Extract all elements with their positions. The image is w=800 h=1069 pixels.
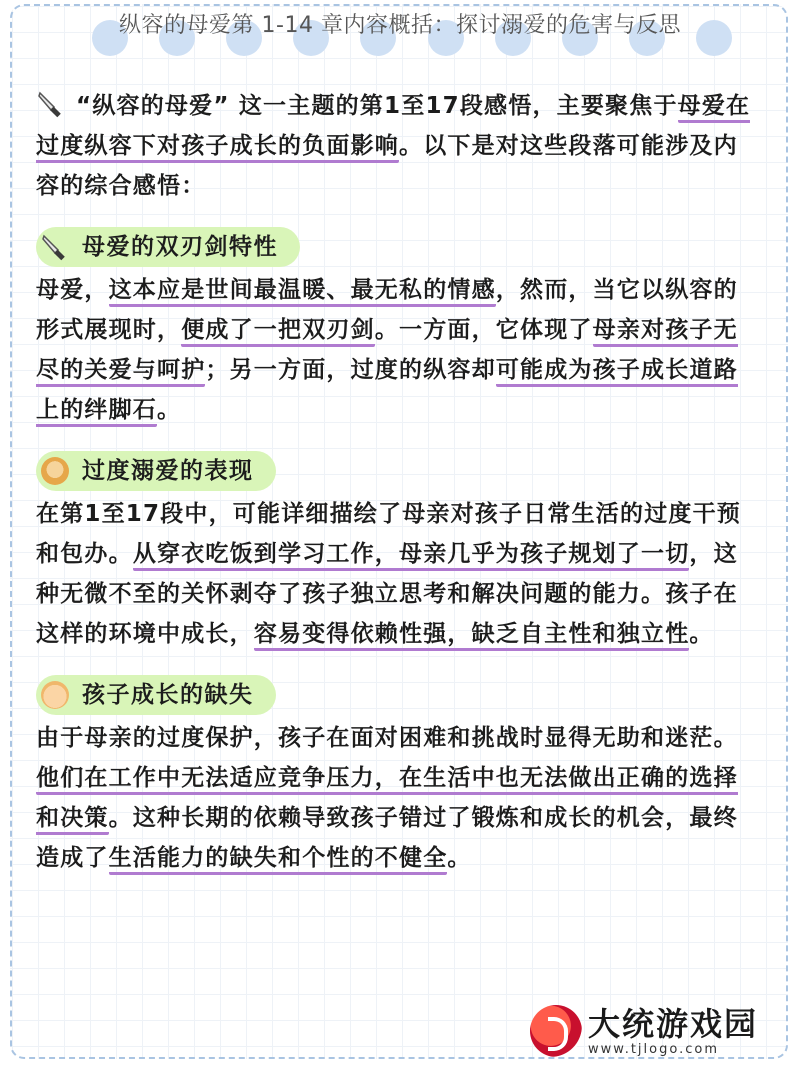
section-heading bbox=[36, 227, 300, 267]
underlined-phrase: 母亲对孩子无尽的关爱与呵护 bbox=[36, 317, 738, 387]
mother-icon bbox=[40, 456, 70, 486]
section-body bbox=[36, 494, 752, 654]
text-phrase: 。 bbox=[157, 397, 182, 423]
text-phrase: 。一方面，它体现了 bbox=[374, 317, 593, 343]
underlined-phrase: 容易变得依赖性强，缺乏自主性和独立性 bbox=[254, 621, 690, 651]
watermark-logo bbox=[530, 1001, 780, 1061]
page-title: 纵容的母爱第 1-14 章内容概括：探讨溺爱的危害与反思 bbox=[119, 13, 681, 38]
section-heading-text: 母爱的双刃剑特性 bbox=[82, 234, 278, 260]
knife-icon bbox=[36, 89, 66, 119]
underlined-phrase: 这本应是世间最温暖、最无私的情感 bbox=[109, 277, 496, 307]
text-phrase: 母爱， bbox=[36, 277, 109, 303]
section-heading bbox=[36, 675, 276, 715]
knife-icon bbox=[40, 232, 70, 262]
section-body bbox=[36, 718, 752, 878]
baby-icon bbox=[40, 680, 70, 710]
logo-icon bbox=[530, 1005, 582, 1057]
section-body bbox=[36, 270, 752, 430]
section-heading-row bbox=[36, 448, 752, 494]
section-heading bbox=[36, 451, 276, 491]
intro-paragraph bbox=[36, 86, 752, 206]
text-phrase: 在第1至17段中，可能详细描绘了母亲对孩子日常生活的过度干预和包办。 bbox=[36, 501, 742, 567]
text-phrase: 。这种长期的依赖导致孩子错过了锻炼和成长的机会，最终造成了 bbox=[36, 805, 738, 871]
section-overindulgence bbox=[36, 448, 752, 654]
text-phrase: 。以下是对这些段落可能涉及内容的综合感悟： bbox=[36, 133, 738, 199]
underlined-phrase: 他们在工作中无法适应竞争压力，在生活中也无法做出正确的选择和决策 bbox=[36, 765, 738, 835]
text-phrase: ，这种无微不至的关怀剥夺了孩子独立思考和解决问题的能力。孩子在这样的环境中成长， bbox=[36, 541, 738, 647]
underlined-phrase: 生活能力的缺失和个性的不健全 bbox=[109, 845, 448, 875]
underlined-phrase: 从穿衣吃饭到学习工作，母亲几乎为孩子规划了一切 bbox=[133, 541, 690, 571]
text-phrase: ；另一方面，过度的纵容却 bbox=[205, 357, 496, 383]
underlined-phrase: 便成了一把双刃剑 bbox=[181, 317, 375, 347]
intro-text bbox=[36, 93, 750, 199]
logo-url: www.tjlogo.com bbox=[588, 1041, 719, 1057]
section-heading-text: 孩子成长的缺失 bbox=[82, 682, 254, 708]
underlined-phrase: 母爱在过度纵容下对孩子成长的负面影响 bbox=[36, 93, 750, 163]
logo-name: 大统游戏园 bbox=[588, 1004, 759, 1043]
section-heading-row bbox=[36, 224, 752, 270]
section-double-edge bbox=[36, 224, 752, 430]
section-heading-row bbox=[36, 672, 752, 718]
section-heading-text: 过度溺爱的表现 bbox=[82, 458, 254, 484]
text-phrase: 。 bbox=[447, 845, 472, 871]
underlined-phrase: 可能成为孩子成长道路上的绊脚石 bbox=[36, 357, 738, 427]
text-phrase: 。 bbox=[689, 621, 714, 647]
text-phrase: “纵容的母爱” 这一主题的第1至17段感悟，主要聚焦于 bbox=[76, 93, 678, 119]
section-growth-deficit bbox=[36, 672, 752, 878]
text-phrase: ，然而，当它以纵容的形式展现时， bbox=[36, 277, 738, 343]
text-phrase: 由于母亲的过度保护，孩子在面对困难和挑战时显得无助和迷茫。 bbox=[36, 725, 738, 751]
article-content bbox=[36, 86, 752, 878]
